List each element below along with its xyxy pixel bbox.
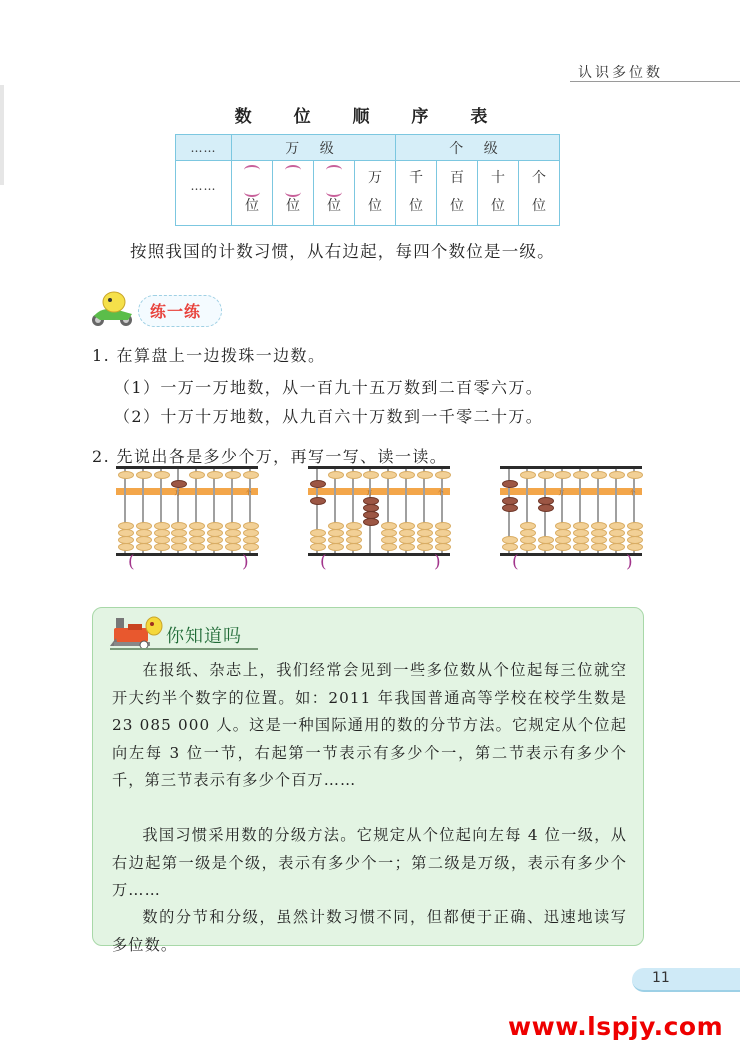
table-body-row — [176, 161, 560, 226]
place-value-table — [175, 134, 560, 226]
upper-bead[interactable] — [310, 480, 326, 488]
lower-bead[interactable] — [609, 543, 625, 551]
lower-bead[interactable] — [207, 543, 223, 551]
upper-bead[interactable] — [502, 480, 518, 488]
lower-bead[interactable] — [591, 543, 607, 551]
lower-bead[interactable] — [573, 543, 589, 551]
counting-rule-text: 按照我国的计数习惯，从右边起，每四个数位是一级。 — [130, 242, 555, 261]
cell-blank-2[interactable]: 位 — [273, 161, 314, 226]
answer-blank-close[interactable]: ) — [434, 552, 441, 572]
lower-bead[interactable] — [502, 543, 518, 551]
lower-bead[interactable] — [627, 543, 643, 551]
table-header-row — [176, 135, 560, 161]
ge-marker: 个 — [629, 490, 636, 497]
cell-blank-3[interactable]: 位 — [314, 161, 355, 226]
train-mascot-icon — [108, 612, 166, 650]
did-you-know-title: 你知道吗 — [166, 626, 242, 647]
lower-bead[interactable] — [520, 543, 536, 551]
header-wan-level: 万 级 — [232, 135, 396, 161]
upper-bead[interactable] — [328, 471, 344, 479]
question-1-part-2: （2）十万十万地数，从九百六十万数到一千零二十万。 — [114, 407, 544, 426]
lower-bead[interactable] — [136, 543, 152, 551]
lower-bead[interactable] — [502, 504, 518, 512]
upper-bead[interactable] — [520, 471, 536, 479]
ge-marker: 个 — [437, 490, 444, 497]
wan-marker: 万 — [174, 490, 181, 497]
upper-bead[interactable] — [381, 471, 397, 479]
upper-bead[interactable] — [591, 471, 607, 479]
header-rule — [570, 81, 740, 82]
practice-label: 练一练 — [150, 302, 202, 321]
did-you-know-underline — [110, 648, 258, 650]
paragraph-1: 在报纸、杂志上，我们经常会见到一些多位数从个位起每三位就空开大约半个数字的位置。如：2011 年我国普通高等学校在校学生数是 23 085 000 人。这是一种国际通用的数的分节方法。它规定从个位起向左每 3 位一节，右起第一节表示有多少个一，第二节表示有多少个千，第三节表示有多少个百万…… — [112, 661, 627, 789]
lower-bead[interactable] — [154, 543, 170, 551]
wan-marker: 万 — [366, 490, 373, 497]
question-2: 2. 先说出各是多少个万，再写一写、读一读。 — [92, 447, 448, 466]
lower-bead[interactable] — [189, 543, 205, 551]
upper-bead[interactable] — [399, 471, 415, 479]
cell-wan: 万 位 — [355, 161, 396, 226]
cell-shi: 十 位 — [478, 161, 519, 226]
lower-bead[interactable] — [310, 497, 326, 505]
upper-bead[interactable] — [243, 471, 259, 479]
paragraph-3: 数的分节和分级，虽然计数习惯不同，但都便于正确、迅速地读写多位数。 — [112, 908, 627, 954]
chapter-title: 认识多位数 — [578, 65, 663, 81]
upper-bead[interactable] — [435, 471, 451, 479]
answer-blank-close[interactable]: ) — [626, 552, 633, 572]
ge-marker: 个 — [245, 490, 252, 497]
abacus-1 — [116, 466, 258, 556]
question-1: 1. 在算盘上一边拨珠一边数。 — [92, 346, 326, 365]
lower-bead[interactable] — [328, 543, 344, 551]
paragraph-2: 我国习惯采用数的分级方法。它规定从个位起向左每 4 位一级，从右边起第一级是个级，表示有多少个一；第二级是万级，表示有多少个万…… — [112, 826, 627, 899]
lower-bead[interactable] — [363, 518, 379, 526]
abacus-beam — [500, 488, 642, 495]
lower-bead[interactable] — [435, 543, 451, 551]
cell-blank-1[interactable]: 位 — [232, 161, 273, 226]
upper-bead[interactable] — [573, 471, 589, 479]
upper-bead[interactable] — [346, 471, 362, 479]
lower-bead[interactable] — [555, 543, 571, 551]
question-1-part-1: （1）一万一万地数，从一百九十五万数到二百零六万。 — [114, 378, 544, 397]
motorcycle-mascot-icon — [88, 290, 138, 328]
lower-bead[interactable] — [225, 543, 241, 551]
answer-blank-open[interactable]: ( — [128, 552, 135, 572]
upper-bead[interactable] — [417, 471, 433, 479]
cell-ellipsis: …… — [176, 161, 232, 226]
cell-bai: 百 位 — [437, 161, 478, 226]
cell-qian: 千 位 — [396, 161, 437, 226]
lower-bead[interactable] — [118, 543, 134, 551]
upper-bead[interactable] — [171, 480, 187, 488]
upper-bead[interactable] — [207, 471, 223, 479]
lower-bead[interactable] — [381, 543, 397, 551]
wan-marker: 万 — [558, 490, 565, 497]
upper-bead[interactable] — [154, 471, 170, 479]
lower-bead[interactable] — [346, 543, 362, 551]
header-ge-level: 个 级 — [396, 135, 560, 161]
page-edge-shadow — [0, 85, 4, 185]
upper-bead[interactable] — [609, 471, 625, 479]
abacus-beam — [116, 488, 258, 495]
page-number: 11 — [652, 970, 670, 986]
answer-blank-close[interactable]: ) — [242, 552, 249, 572]
watermark: www.lspjy.com — [508, 1012, 724, 1041]
table-title: 数 位 顺 序 表 — [234, 107, 506, 127]
lower-bead[interactable] — [310, 543, 326, 551]
lower-bead[interactable] — [538, 543, 554, 551]
header-ellipsis: …… — [176, 135, 232, 161]
upper-bead[interactable] — [189, 471, 205, 479]
upper-bead[interactable] — [538, 471, 554, 479]
upper-bead[interactable] — [225, 471, 241, 479]
lower-bead[interactable] — [538, 504, 554, 512]
lower-bead[interactable] — [399, 543, 415, 551]
page-number-tab — [632, 968, 740, 992]
cell-ge: 个 位 — [519, 161, 560, 226]
upper-bead[interactable] — [555, 471, 571, 479]
lower-bead[interactable] — [243, 543, 259, 551]
upper-bead[interactable] — [627, 471, 643, 479]
lower-bead[interactable] — [417, 543, 433, 551]
answer-blank-open[interactable]: ( — [320, 552, 327, 572]
answer-blank-open[interactable]: ( — [512, 552, 519, 572]
abacus-2 — [308, 466, 450, 556]
lower-bead[interactable] — [171, 543, 187, 551]
abacus-beam — [308, 488, 450, 495]
upper-bead[interactable] — [118, 471, 134, 479]
abacus-3 — [500, 466, 642, 556]
upper-bead[interactable] — [136, 471, 152, 479]
upper-bead[interactable] — [363, 471, 379, 479]
